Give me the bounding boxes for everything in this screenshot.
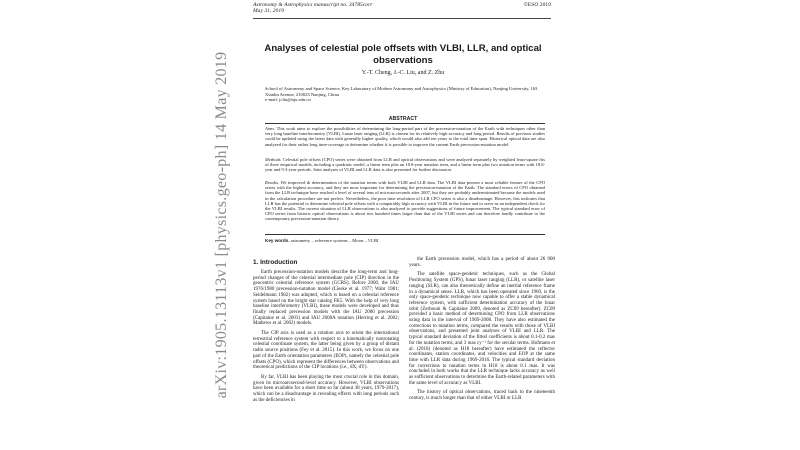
methods-text: Celestial pole offsets (CPO) series were obtained from LLR and optical observations and were analyzed separately by weighted least-square fits of three empirical models, including a quadratic model, a linear term plus an 18.6-year nutation term, and a linear term plus two nutation terms with 18.6-year and 9.3-year periods. Joint analyses of VLBI and LLR data is also presented for further discussion. (265, 157, 545, 173)
authors: Y.-T. Cheng, J.-C. Liu, and Z. Zhu (361, 70, 445, 76)
left-paragraph: Earth precession-nutation models describe the long-term and long-period changes of the celestial intermediate pole (CIP) direction in the geocentric celestial reference system (GCRS). Before 2000, the IAU 1976/1980 precession-nutation model (Lieske et al. 1977; Wahr 1981; Seidelmann 1982) was adopted, which is based on a celestial reference system based on the bright star catalog FK5. With the help of very long baseline interferometry (VLBI), these models were developed and thus finally replaced precession models with the IAU 2006 precession (Capitaine et al. 2003) and IAU 2000A nutation (Herring et al. 2002; Mathews et al. 2002) models. (253, 270, 399, 327)
affiliation: School of Astronomy and Space Science, Key Laboratory of Modern Astronomy and Astrophysics (Ministry of Education), Nanjing University, 163 Xianlin Avenue, 210023 Nanjing, China (265, 86, 538, 97)
right-paragraph: The history of optical observations, traced back to the nineteenth century, is much longer than that of either VLBI or LLR (409, 390, 555, 402)
paper-title: Analyses of celestial pole offsets with VLBI, LLR, and optical observations (264, 43, 542, 66)
journal-line: Astronomy & Astrophysics manuscript no. 34785corr (253, 2, 373, 8)
keywords-text: astrometry – reference systems – Moon – VLBI (290, 238, 379, 243)
paper-page[interactable] (235, 0, 565, 450)
right-paragraph: The satellite space-geodetic techniques, such as the Global Positioning System (GPS), lunar laser ranging (LLR), or satellite laser ranging (SLR), can also theoretically define an inertial reference frame in a dynamical sense. LLR, which has been operated since 1969, is the only space-geodetic technique now capable to offer a stable dynamical reference system, with sufficient determination accuracy of the lunar orbit (Zerhouni & Capitaine 2009, denoted as ZC09 hereafter). ZC09 provided a basic method of determining CPO from LLR observations using data in the interval of 1969-2008. They have also estimated the corrections to nutation terms, compared the results with those of VLBI observations, and presented joint analyses of VLBI and LLR. The typical standard deviation of the fitted coefficients is about 0.1-0.2 mas for the nutation terms, and 3 mas cy⁻¹ for the secular terms. Hofmann et al. (2018) (denoted as H18 hereafter) have estimated the reflector coordinates, station coordinates, and velocities and EOP at the same time with LLR data during 1969-2016. The typical standard deviation for corrections to nutation terms in H18 is about 0.1 mas. It was concluded in both works that the LLR technique lacks accuracy as well as sufficient observations to determine the Earth-related parameters with the same level of accuracy as VLBI. (409, 272, 555, 386)
right-margin (565, 0, 800, 450)
left-paragraph: By far, VLBI has been playing the most crucial role in this domain, given its microarcsecond-level accuracy. However, VLBI observations have been available for a short time so far (about 38 years, 1979-2017), which can be a disadvantage in revealing effects with long periods such as the deficiencies in (253, 374, 399, 403)
left-column (253, 270, 399, 403)
header-rule (253, 18, 551, 19)
left-margin (0, 0, 235, 450)
right-paragraph: the Earth precession model, which has a period of about 26 000 years. (409, 257, 555, 268)
abstract-results (265, 180, 545, 222)
results-text: We improved th determination of the nutation terms with both VLBI and LLR data. The VLBI data present a most reliable feature of the CPO series with the highest accuracy, and they are most important for determining the precession-nutation of the Earth. The standard errors of CPO obtained from the LLR technique have reached a level of several tens of microarcseconds after 2007, but they are probably underestimated because the models used in the calculation procedure are not perfect. Nevertheless, the poor time resolution of LLR CPO series is also a disadvantage. However, this indicates that LLR has the potential to determine celestial pole offsets with a comparably high accuracy with VLBI in the future and to serve as an independent check for the VLBI results. The current situation of LLR observations is also analyzed to provide suggestions of future improvement. The typical standard error of CPO series from historic optical observations is about two hundred times larger than that of the VLBI series and can therefore hardly contribute to the contemporary precession-nutation theory. (265, 180, 546, 222)
abstract-methods (265, 157, 545, 173)
abstract-top-rule (265, 123, 545, 124)
running-header (253, 2, 551, 14)
aims-text: This work aims to explore the possibilities of determining the long-period part of the precession-nutation of the Earth with techniques other than very long baseline interferometry (VLBI). Lunar laser ranging (LLR) is chosen for its relatively high accuracy and long period. Results of previous studies could be updated using the latest data with generally higher quality, which would also add ten years to the total time span. Historical optical data are also analyzed for their rather long time-coverage to determine whether it is possible to improve the current Earth precession-nutation model. (265, 126, 546, 147)
copyright: ©ESO 2019 (523, 2, 551, 8)
keywords-label: Key words. (265, 238, 290, 243)
aims-label: Aims. (265, 126, 276, 131)
abstract-aims (265, 126, 545, 147)
arxiv-stamp: arXiv:1905.13113v1 [physics.geo-ph] 14 May 2019 (213, 51, 230, 399)
methods-label: Methods. (265, 157, 282, 162)
abstract-heading: ABSTRACT (388, 116, 418, 122)
abstract-bottom-rule (265, 234, 545, 235)
left-paragraph: The CIP axis is used as a rotation axis to orient the international terrestrial reference system with respect to a kinematically nonrotating celestial coordinate system, the latter being given by a group of distant radio source positions (Fey et al. 2015). In this work, we focus on one part of the Earth orientation parameters (EOP), namely the celestial pole offsets (CPO), which represent the differences between observations and theoretical predictions of the CIP locations (i.e., dX, dY). (253, 331, 399, 371)
results-label: Results. (265, 180, 280, 185)
keywords (265, 238, 545, 243)
right-column (409, 257, 555, 402)
date-line: May 31, 2019 (253, 8, 284, 14)
section-heading: 1. Introduction (253, 259, 298, 266)
email: e-mail: jcliu@nju.edu.cn (265, 97, 311, 102)
